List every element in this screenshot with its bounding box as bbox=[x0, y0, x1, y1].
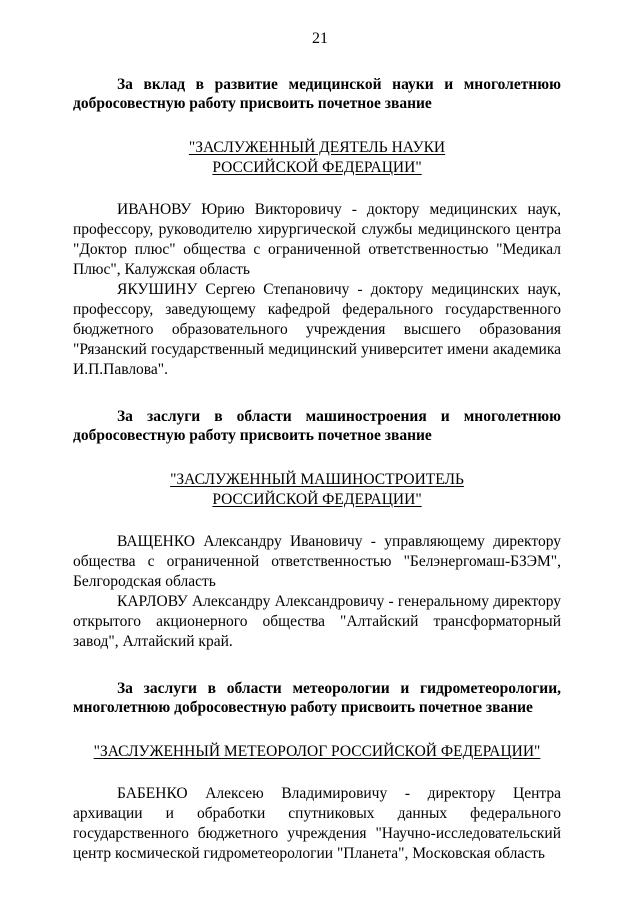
award-title-line: "ЗАСЛУЖЕННЫЙ ДЕЯТЕЛЬ НАУКИ bbox=[188, 139, 446, 156]
award-section-science bbox=[73, 75, 561, 380]
award-title-line: РОССИЙСКОЙ ФЕДЕРАЦИИ" bbox=[212, 491, 422, 508]
award-section-machine-building bbox=[73, 407, 561, 652]
section-spacer bbox=[73, 380, 561, 407]
award-lead-text: За заслуги в области машиностроения и многолетнюю добросовестную работу присвоить почетное звание bbox=[73, 408, 561, 444]
award-title bbox=[73, 742, 561, 762]
recipient-entry: ИВАНОВУ Юрию Викторовичу - доктору медицинских наук, профессору, руководителю хирургической службы медицинского центра "Доктор плюс" общества с ограниченной ответственностью "Медикал Плюс", Калужская область bbox=[73, 201, 561, 278]
page-number: 21 bbox=[312, 30, 328, 47]
award-lead-text: За заслуги в области метеорологии и гидрометеорологии, многолетнюю добросовестную работу присвоить почетное звание bbox=[73, 680, 561, 716]
award-lead-text: За вклад в развитие медицинской науки и многолетнюю добросовестную работу присвоить почетное звание bbox=[73, 76, 561, 112]
section-spacer bbox=[73, 652, 561, 679]
award-title-line: "ЗАСЛУЖЕННЫЙ МЕТЕОРОЛОГ РОССИЙСКОЙ ФЕДЕРАЦИИ" bbox=[93, 743, 541, 760]
award-title-line: "ЗАСЛУЖЕННЫЙ МАШИНОСТРОИТЕЛЬ bbox=[170, 471, 464, 488]
recipient-entry: ЯКУШИНУ Сергею Степановичу - доктору медицинских наук, профессору, заведующему кафедрой федерального государственного бюджетного образовательного учреждения высшего образования "Рязанский государственный медицинский университет имени академика И.П.Павлова". bbox=[73, 281, 561, 378]
award-section-meteorology bbox=[73, 679, 561, 864]
document-body bbox=[73, 75, 561, 864]
award-title bbox=[73, 138, 561, 178]
recipient-entry: ВАЩЕНКО Александру Ивановичу - управляющему директору общества с ограниченной ответственностью "Белэнергомаш-БЗЭМ", Белгородская область bbox=[73, 533, 561, 590]
recipient-entry: БАБЕНКО Алексею Владимировичу - директору Центра архивации и обработки спутниковых данных федерального государственного бюджетного учреждения "Научно-исследовательский центр космической гидрометеорологии "Планета", Московская область bbox=[73, 785, 561, 862]
award-title-line: РОССИЙСКОЙ ФЕДЕРАЦИИ" bbox=[212, 159, 422, 176]
award-title bbox=[73, 470, 561, 510]
recipient-entry: КАРЛОВУ Александру Александровичу - генеральному директору открытого акционерного общества "Алтайский трансформаторный завод", Алтайский край. bbox=[73, 593, 561, 650]
